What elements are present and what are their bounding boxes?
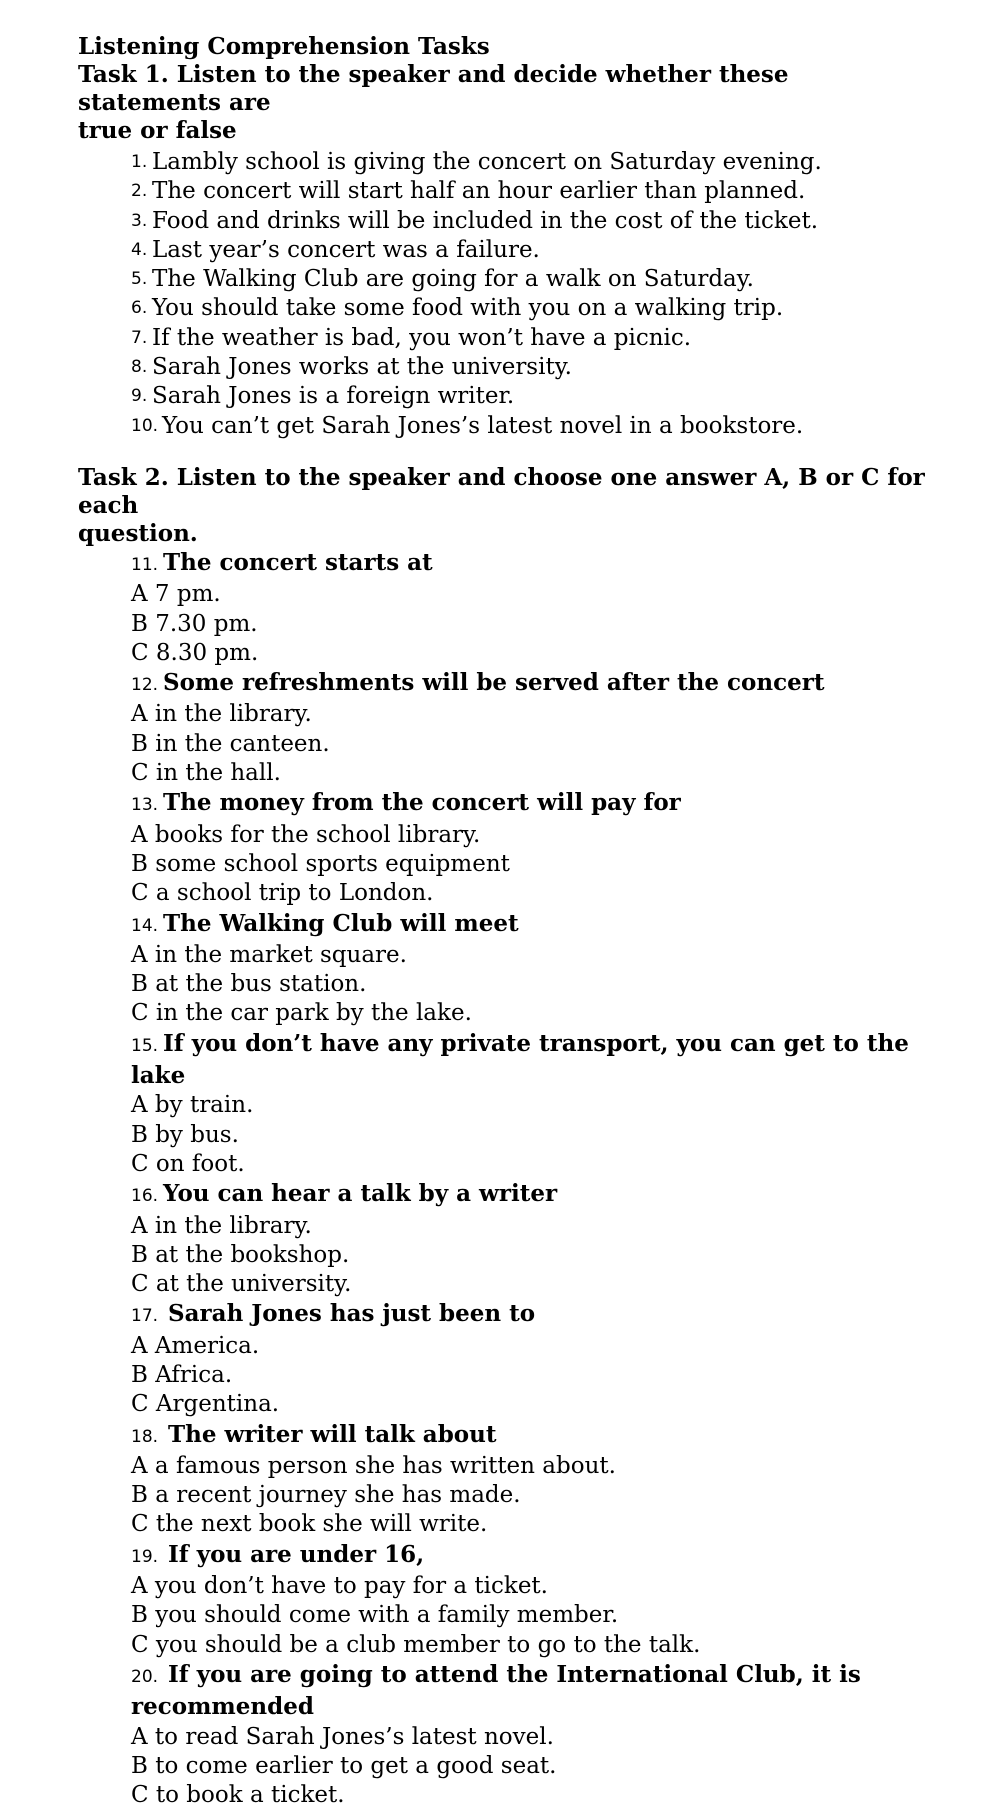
statement-item [78,177,938,206]
question [131,1540,938,1572]
statement-number: 1. [131,152,148,172]
answer-option-c: C on foot. [131,1150,245,1177]
answer-option-b: B to come earlier to get a good seat. [131,1752,557,1779]
question-number: 14. [131,915,159,936]
answer-option-c: C at the university. [131,1271,352,1298]
answer-option-a: A in the library. [131,1212,312,1239]
question-number: 12. [131,675,159,696]
statement-item [78,324,938,353]
statement-item [78,207,938,236]
statement-item [78,382,938,411]
question-number: 18. [131,1426,159,1447]
statement-text: Food and drinks will be included in the cost of the ticket. [152,207,819,234]
answer-option-c: C in the car park by the lake. [131,1000,472,1027]
statement-number: 8. [131,357,148,378]
answer-option-a: A 7 pm. [131,581,221,608]
statement-number: 3. [131,210,148,231]
task1-heading-line2: true or false [78,117,237,144]
answer-option-b: B 7.30 pm. [131,610,258,637]
statement-number: 6. [131,298,148,319]
statement-item [78,148,938,177]
question [131,1029,938,1092]
answer-option-b: B Africa. [131,1361,233,1388]
answer-option-c: C in the hall. [131,760,281,787]
answer-option-a: A to read Sarah Jones’s latest novel. [131,1723,554,1750]
statement-number: 9. [131,386,148,407]
answer-option-b: B some school sports equipment [131,850,510,877]
question [131,548,938,580]
question [131,1299,938,1331]
statement-item [78,412,938,441]
answer-option-c: C the next book she will write. [131,1511,488,1538]
question [131,909,938,941]
question-text: If you are going to attend the International Club, it is recommended [131,1660,861,1721]
task2-heading-line2: question. [78,519,198,547]
question-number: 19. [131,1546,159,1567]
statement-text: You should take some food with you on a walking trip. [152,295,784,322]
statement-text: Last year’s concert was a failure. [152,236,540,263]
answer-option-b: B you should come with a family member. [131,1602,619,1629]
section-gap [78,441,938,464]
question-list [131,548,938,1810]
answer-option-b: B in the canteen. [131,730,330,757]
statement-number: 7. [131,327,148,348]
question-number: 17. [131,1306,159,1327]
answer-option-a: A you don’t have to pay for a ticket. [131,1573,548,1600]
statement-item [78,294,938,323]
question-number: 20. [131,1666,159,1687]
answer-option-c: C you should be a club member to go to the talk. [131,1631,701,1658]
answer-option-a: A books for the school library. [131,821,481,848]
statement-text: Sarah Jones works at the university. [152,354,572,381]
answer-option-c: C Argentina. [131,1391,280,1418]
statement-number: 2. [131,181,148,202]
answer-option-a: A in the library. [131,701,312,728]
statement-number: 5. [131,269,148,290]
question-text: Some refreshments will be served after the concert [163,669,825,697]
answer-option-b: B by bus. [131,1121,239,1148]
answer-option-a: A a famous person she has written about. [131,1452,616,1479]
statement-text: Sarah Jones is a foreign writer. [152,383,515,410]
question [131,788,938,820]
document-page [78,33,938,1810]
statement-number: 10. [131,415,159,436]
task2-heading-line1: Task 2. Listen to the speaker and choose one answer A, B or C for each [78,463,925,519]
statement-item [78,353,938,382]
question-text: The Walking Club will meet [163,909,519,937]
task1-statement-list [78,148,938,441]
answer-option-c: C to book a ticket. [131,1782,345,1809]
question-text: You can hear a talk by a writer [163,1180,558,1208]
question-text: The writer will talk about [168,1420,497,1448]
question-number: 15. [131,1035,159,1056]
question-number: 11. [131,554,159,575]
question [131,668,938,700]
answer-option-c: C 8.30 pm. [131,639,259,666]
document-title: Listening Comprehension Tasks [78,33,490,60]
statement-item [78,236,938,265]
question [131,1179,938,1211]
task1-heading-line1: Task 1. Listen to the speaker and decide whether these statements are [78,61,789,116]
answer-option-a: A in the market square. [131,941,407,968]
answer-option-b: B at the bus station. [131,971,367,998]
statement-text: The concert will start half an hour earlier than planned. [152,178,806,205]
question-text: Sarah Jones has just been to [168,1300,536,1328]
answer-option-b: B at the bookshop. [131,1241,350,1268]
question-text: The money from the concert will pay for [163,789,681,817]
question [131,1660,891,1723]
statement-number: 4. [131,239,148,260]
answer-option-c: C a school trip to London. [131,880,434,907]
answer-option-b: B a recent journey she has made. [131,1482,521,1509]
question-number: 16. [131,1186,159,1207]
statement-text: The Walking Club are going for a walk on Saturday. [152,266,754,293]
statement-text: Lambly school is giving the concert on Saturday evening. [152,149,822,175]
question-text: If you are under 16, [168,1540,425,1568]
statement-text: You can’t get Sarah Jones’s latest novel in a bookstore. [162,412,804,439]
question-text: The concert starts at [163,548,433,576]
statement-text: If the weather is bad, you won’t have a picnic. [152,324,692,351]
question-number: 13. [131,795,159,816]
question-text: If you don’t have any private transport, you can get to the lake [131,1029,909,1090]
answer-option-a: A America. [131,1332,260,1359]
statement-item [78,265,938,294]
question [131,1420,938,1452]
answer-option-a: A by train. [131,1092,254,1119]
